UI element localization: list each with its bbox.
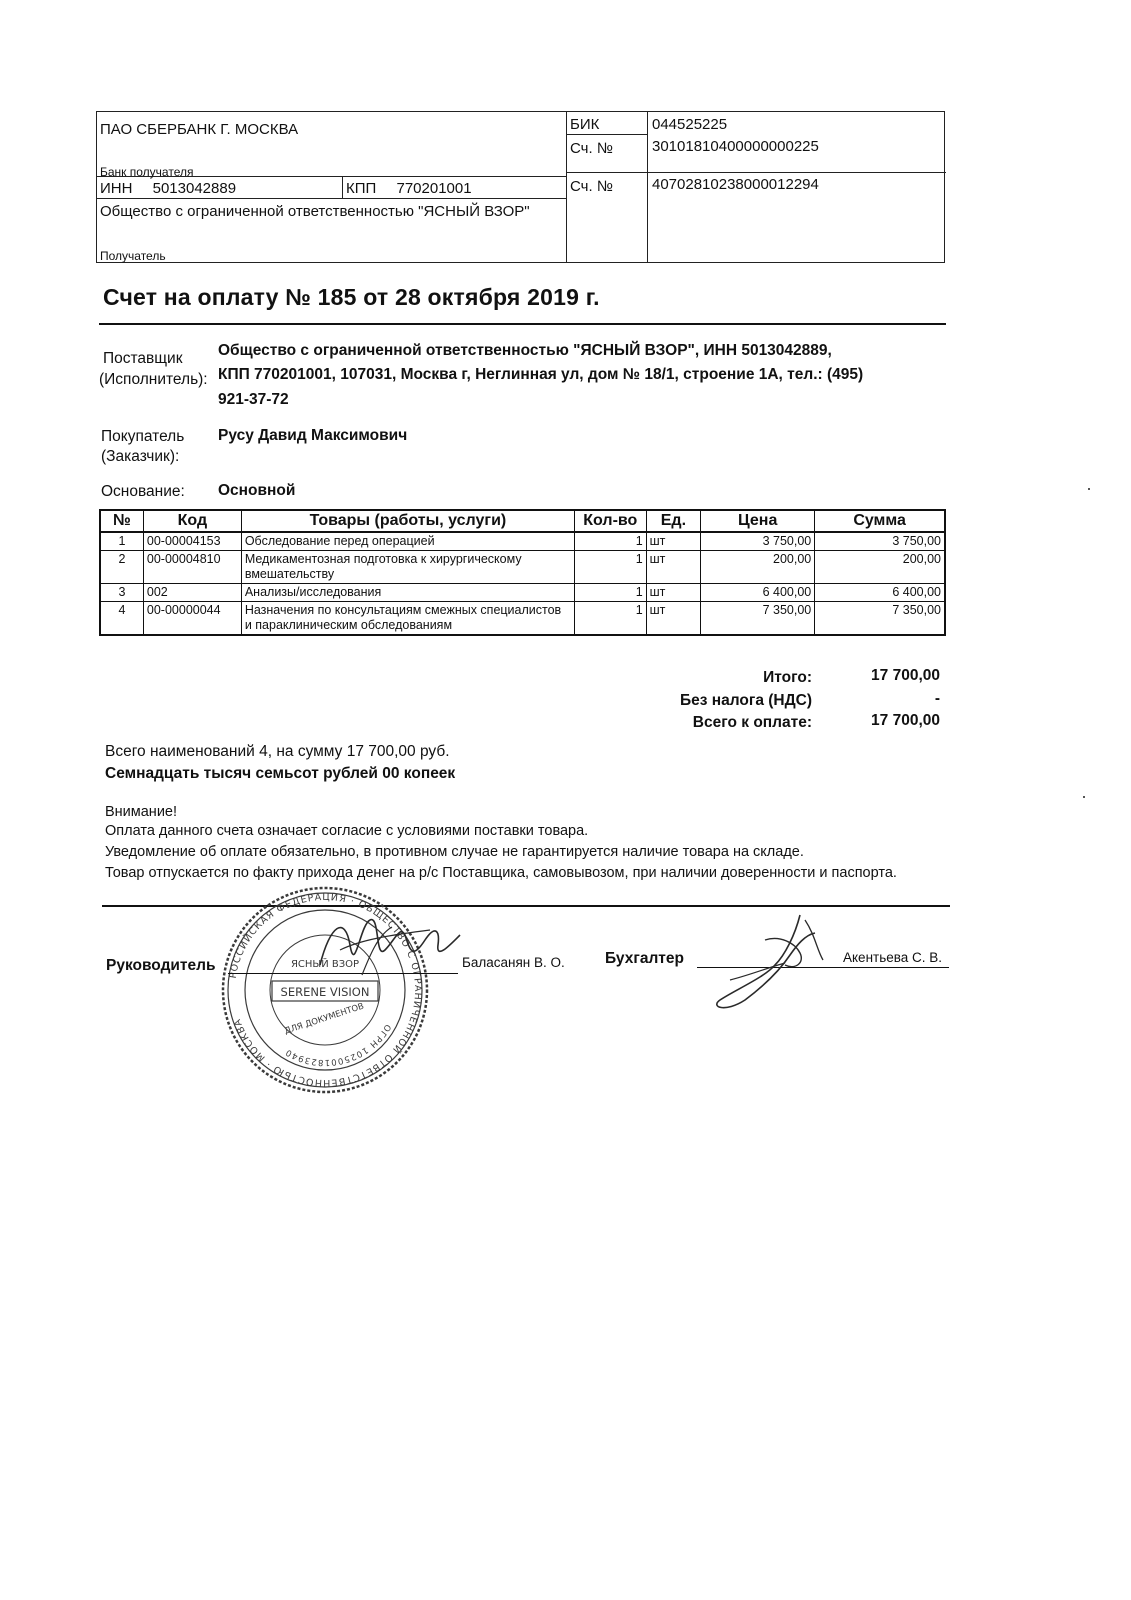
buyer-value: Русу Давид Максимович	[218, 427, 408, 444]
buyer-label: Покупатель	[101, 428, 185, 445]
row-sum: 200,00	[815, 551, 945, 584]
corr-account-label: Сч. №	[570, 140, 613, 157]
row-name: Назначения по консультациям смежных специалистов и параклиническим обследованиям	[241, 602, 574, 636]
head-signature	[300, 905, 470, 995]
items-table	[99, 509, 946, 636]
scan-speck	[1083, 796, 1085, 798]
accountant-signature	[705, 905, 845, 1015]
row-number: 2	[100, 551, 143, 584]
notice-line: Товар отпускается по факту прихода денег на р/с Поставщика, самовывозом, при наличии доверенности и паспорта.	[105, 865, 897, 881]
bik-label: БИК	[570, 116, 600, 133]
row-qty: 1	[574, 532, 646, 551]
row-qty: 1	[574, 551, 646, 584]
row-price: 200,00	[701, 551, 815, 584]
row-unit: шт	[646, 602, 701, 636]
total-label: Итого:	[763, 669, 812, 686]
col-header: Ед.	[646, 510, 701, 532]
stamp-center-top: ЯСНЫЙ ВЗОР	[290, 959, 360, 970]
total-value: 17 700,00	[871, 667, 940, 684]
row-code: 00-00004810	[143, 551, 241, 584]
row-name: Анализы/исследования	[241, 584, 574, 602]
row-number: 4	[100, 602, 143, 636]
inn-label: ИНН	[100, 180, 133, 197]
row-code: 002	[143, 584, 241, 602]
row-number: 3	[100, 584, 143, 602]
col-header: №	[100, 510, 143, 532]
bank-details-block	[96, 111, 945, 263]
amount-in-words: Семнадцать тысяч семьсот рублей 00 копеек	[105, 765, 456, 782]
row-price: 7 350,00	[701, 602, 815, 636]
row-price: 6 400,00	[701, 584, 815, 602]
supplier-line: 921-37-72	[218, 391, 289, 408]
row-price: 3 750,00	[701, 532, 815, 551]
head-name: Баласанян В. О.	[462, 955, 565, 970]
stamp-center-mid: SERENE VISION	[280, 985, 370, 999]
basis-value: Основной	[218, 482, 296, 499]
stamp-outer-text: РОССИЙСКАЯ ФЕДЕРАЦИЯ · ОБЩЕСТВО С ОГРАНИЧЕННОЙ ОТВЕТСТВЕННОСТЬЮ · МОСКВА	[227, 891, 424, 1089]
notice-line: Оплата данного счета означает согласие с условиями поставки товара.	[105, 823, 589, 839]
table-row	[100, 602, 945, 636]
accountant-signature-label: Бухгалтер	[605, 950, 684, 967]
bank-divider	[342, 176, 343, 198]
inn-value: 5013042889	[152, 180, 237, 197]
col-header: Цена	[701, 510, 815, 532]
bank-name: ПАО СБЕРБАНК Г. МОСКВА	[100, 121, 299, 138]
row-qty: 1	[574, 584, 646, 602]
notice-line: Уведомление об оплате обязательно, в противном случае не гарантируется наличие товара на складе.	[105, 844, 804, 860]
col-header: Кол-во	[574, 510, 646, 532]
row-unit: шт	[646, 551, 701, 584]
bank-divider	[566, 134, 647, 135]
row-sum: 3 750,00	[815, 532, 945, 551]
basis-label: Основание:	[101, 483, 185, 500]
pay-value: 17 700,00	[871, 712, 940, 729]
stamp-ogrn: ОГРН 1025001823940	[283, 1022, 393, 1068]
supplier-line: Общество с ограниченной ответственностью "ЯСНЫЙ ВЗОР", ИНН 5013042889,	[218, 342, 832, 359]
buyer-label-sub: (Заказчик):	[101, 448, 180, 465]
bik-value: 044525225	[652, 116, 728, 133]
row-sum: 7 350,00	[815, 602, 945, 636]
row-sum: 6 400,00	[815, 584, 945, 602]
pay-label: Всего к оплате:	[692, 714, 812, 731]
account-value: 40702810238000012294	[652, 176, 819, 193]
notice-heading: Внимание!	[105, 804, 178, 820]
row-unit: шт	[646, 584, 701, 602]
col-header: Сумма	[815, 510, 945, 532]
row-code: 00-00004153	[143, 532, 241, 551]
row-name: Обследование перед операцией	[241, 532, 574, 551]
title-divider	[99, 323, 946, 325]
scan-speck	[1088, 488, 1090, 490]
kpp-label: КПП	[346, 180, 377, 197]
bank-caption: Банк получателя	[100, 165, 194, 179]
row-unit: шт	[646, 532, 701, 551]
col-header: Код	[143, 510, 241, 532]
supplier-label-sub: (Исполнитель):	[99, 371, 208, 388]
tax-value: -	[934, 690, 940, 707]
tax-label: Без налога (НДС)	[680, 692, 812, 709]
bank-divider	[97, 198, 566, 199]
table-header-row	[100, 510, 945, 532]
items-count-summary: Всего наименований 4, на сумму 17 700,00 руб.	[105, 743, 450, 760]
table-row	[100, 532, 945, 551]
kpp-value: 770201001	[396, 180, 472, 197]
row-number: 1	[100, 532, 143, 551]
row-name: Медикаментозная подготовка к хирургическому вмешательству	[241, 551, 574, 584]
row-code: 00-00000044	[143, 602, 241, 636]
row-qty: 1	[574, 602, 646, 636]
head-signature-label: Руководитель	[106, 957, 216, 974]
bank-divider	[647, 112, 648, 262]
supplier-label: Поставщик	[103, 350, 183, 367]
col-header: Товары (работы, услуги)	[241, 510, 574, 532]
recipient-caption: Получатель	[100, 249, 166, 263]
stamp-center-bottom: ДЛЯ ДОКУМЕНТОВ	[283, 1001, 366, 1037]
table-row	[100, 584, 945, 602]
accountant-name: Акентьева С. В.	[843, 950, 943, 965]
corr-account-value: 30101810400000000225	[652, 138, 819, 155]
table-row	[100, 551, 945, 584]
invoice-title: Счет на оплату № 185 от 28 октября 2019 г.	[103, 284, 600, 310]
bank-divider	[566, 172, 946, 173]
supplier-line: КПП 770201001, 107031, Москва г, Неглинная ул, дом № 18/1, строение 1А, тел.: (495)	[218, 366, 864, 383]
account-label: Сч. №	[570, 178, 613, 195]
recipient-name: Общество с ограниченной ответственностью "ЯСНЫЙ ВЗОР"	[100, 203, 530, 220]
